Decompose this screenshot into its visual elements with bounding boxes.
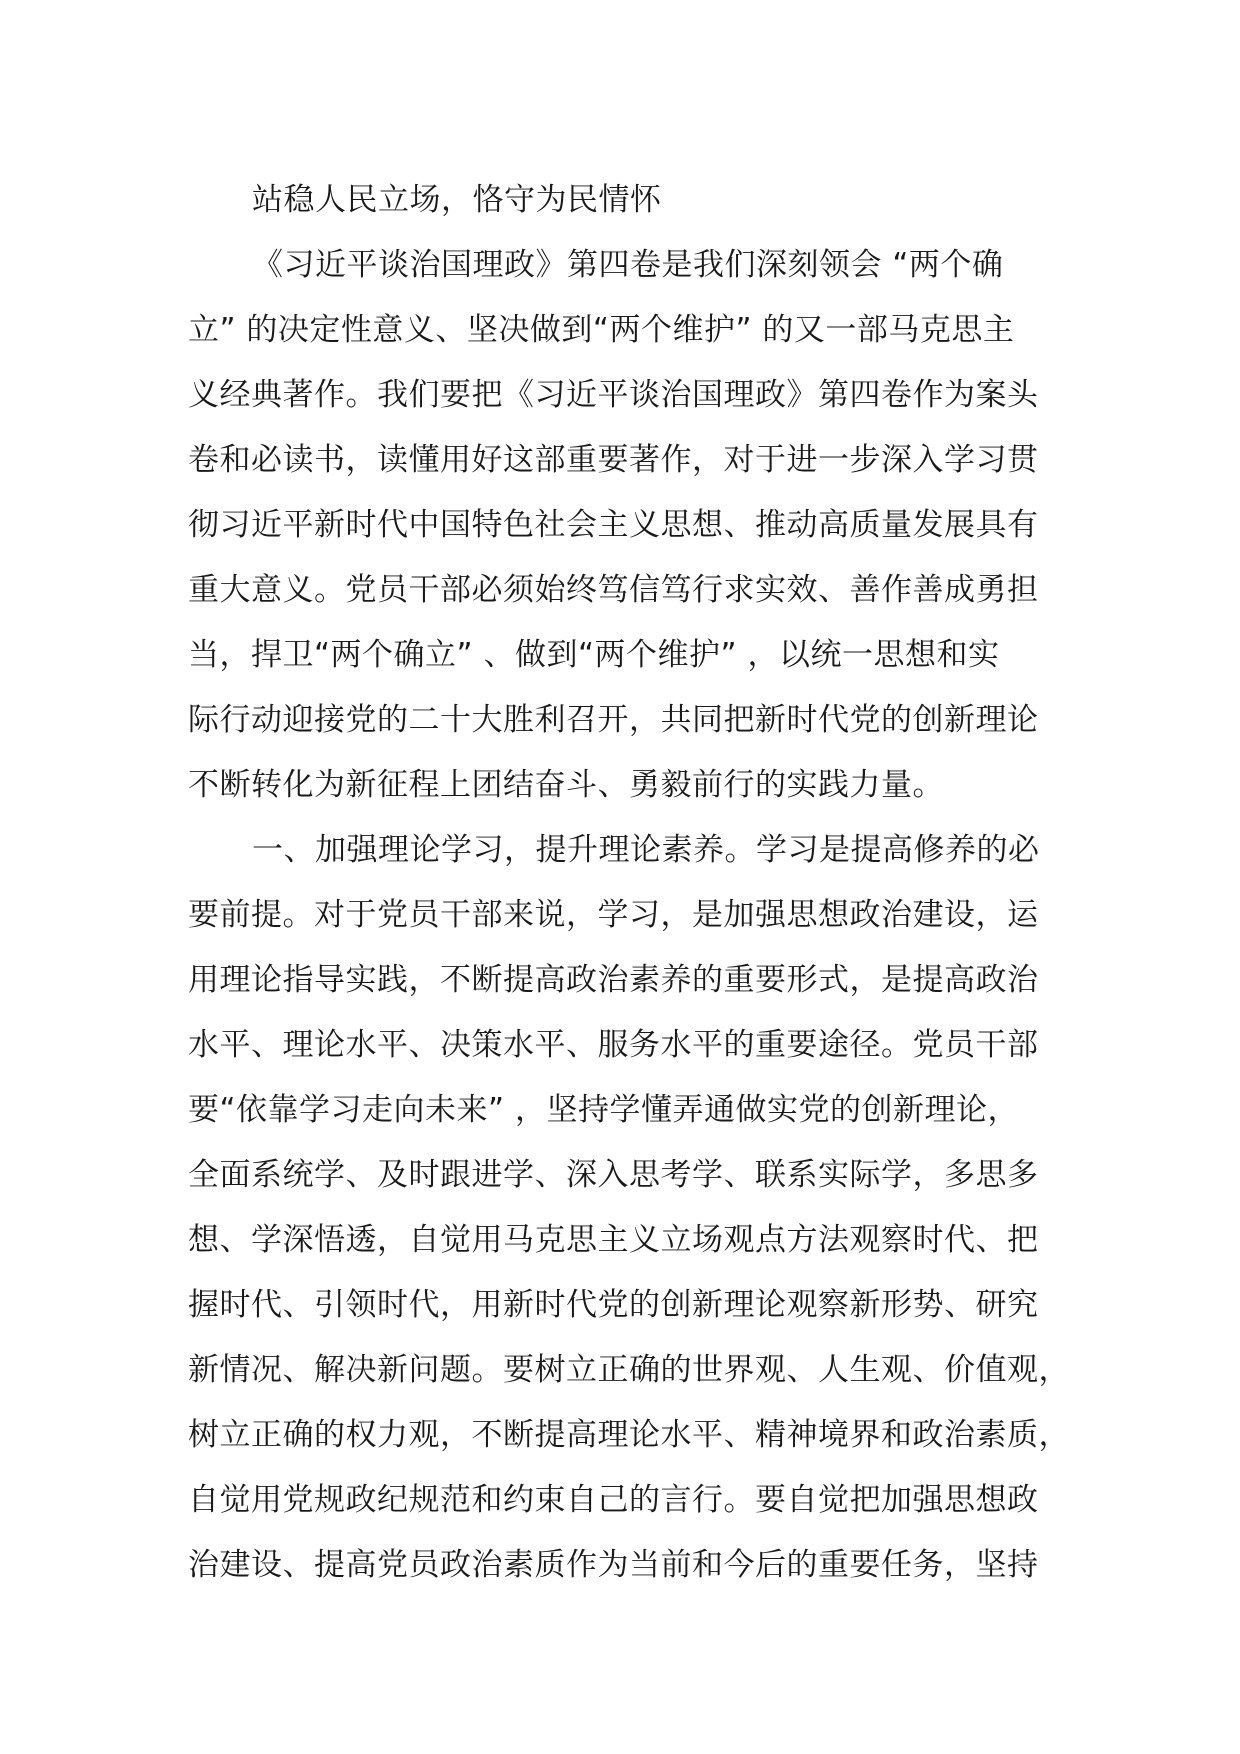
- paragraph-line: 《习近平谈治国理政》第四卷是我们深刻领会 “两个确: [252, 247, 1004, 283]
- paragraph-line: 际行动迎接党的二十大胜利召开，共同把新时代党的创新理论: [188, 702, 1039, 738]
- document-body: [188, 168, 1068, 1598]
- paragraph-line: 彻习近平新时代中国特色社会主义思想、推动高质量发展具有: [188, 507, 1039, 543]
- paragraph-section-one: [188, 818, 1068, 1598]
- paragraph-line: 自觉用党规政纪规范和约束自己的言行。要自觉把加强思想政: [188, 1482, 1039, 1518]
- paragraph-line: 新情况、解决新问题。要树立正确的世界观、人生观、价值观，: [188, 1352, 1070, 1388]
- paragraph-line: 水平、理论水平、决策水平、服务水平的重要途径。党员干部: [188, 1027, 1039, 1063]
- paragraph-line: 卷和必读书，读懂用好这部重要著作，对于进一步深入学习贯: [188, 442, 1039, 478]
- paragraph-line: 想、学深悟透，自觉用马克思主义立场观点方法观察时代、把: [188, 1222, 1039, 1258]
- paragraph-intro: [188, 233, 1068, 818]
- paragraph-line: 树立正确的权力观，不断提高理论水平、精神境界和政治素质，: [188, 1417, 1070, 1453]
- document-title: 站稳人民立场，恪守为民情怀: [252, 182, 662, 218]
- paragraph-line: 不断转化为新征程上团结奋斗、勇毅前行的实践力量。: [188, 767, 944, 803]
- paragraph-line: 重大意义。党员干部必须始终笃信笃行求实效、善作善成勇担: [188, 572, 1039, 608]
- paragraph-line: 要前提。对于党员干部来说，学习，是加强思想政治建设，运: [188, 897, 1039, 933]
- paragraph-line: 握时代、引领时代，用新时代党的创新理论观察新形势、研究: [188, 1287, 1039, 1323]
- paragraph-line: 义经典著作。我们要把《习近平谈治国理政》第四卷作为案头: [188, 377, 1039, 413]
- paragraph-line: 治建设、提高党员政治素质作为当前和今后的重要任务，坚持: [188, 1547, 1039, 1583]
- paragraph-line: 当，捍卫“两个确立” 、做到“两个维护” ，以统一思想和实: [188, 637, 1000, 673]
- paragraph-line: 全面系统学、及时跟进学、深入思考学、联系实际学，多思多: [188, 1157, 1039, 1193]
- paragraph-line: 立” 的决定性意义、坚决做到“两个维护” 的又一部马克思主: [188, 312, 1015, 348]
- paragraph-line: 一、加强理论学习，提升理论素养。学习是提高修养的必: [252, 832, 1040, 868]
- paragraph-line: 要“依靠学习走向未来” ，坚持学懂弄通做实党的创新理论，: [188, 1092, 1019, 1128]
- paragraph-line: 用理论指导实践，不断提高政治素养的重要形式，是提高政治: [188, 962, 1039, 998]
